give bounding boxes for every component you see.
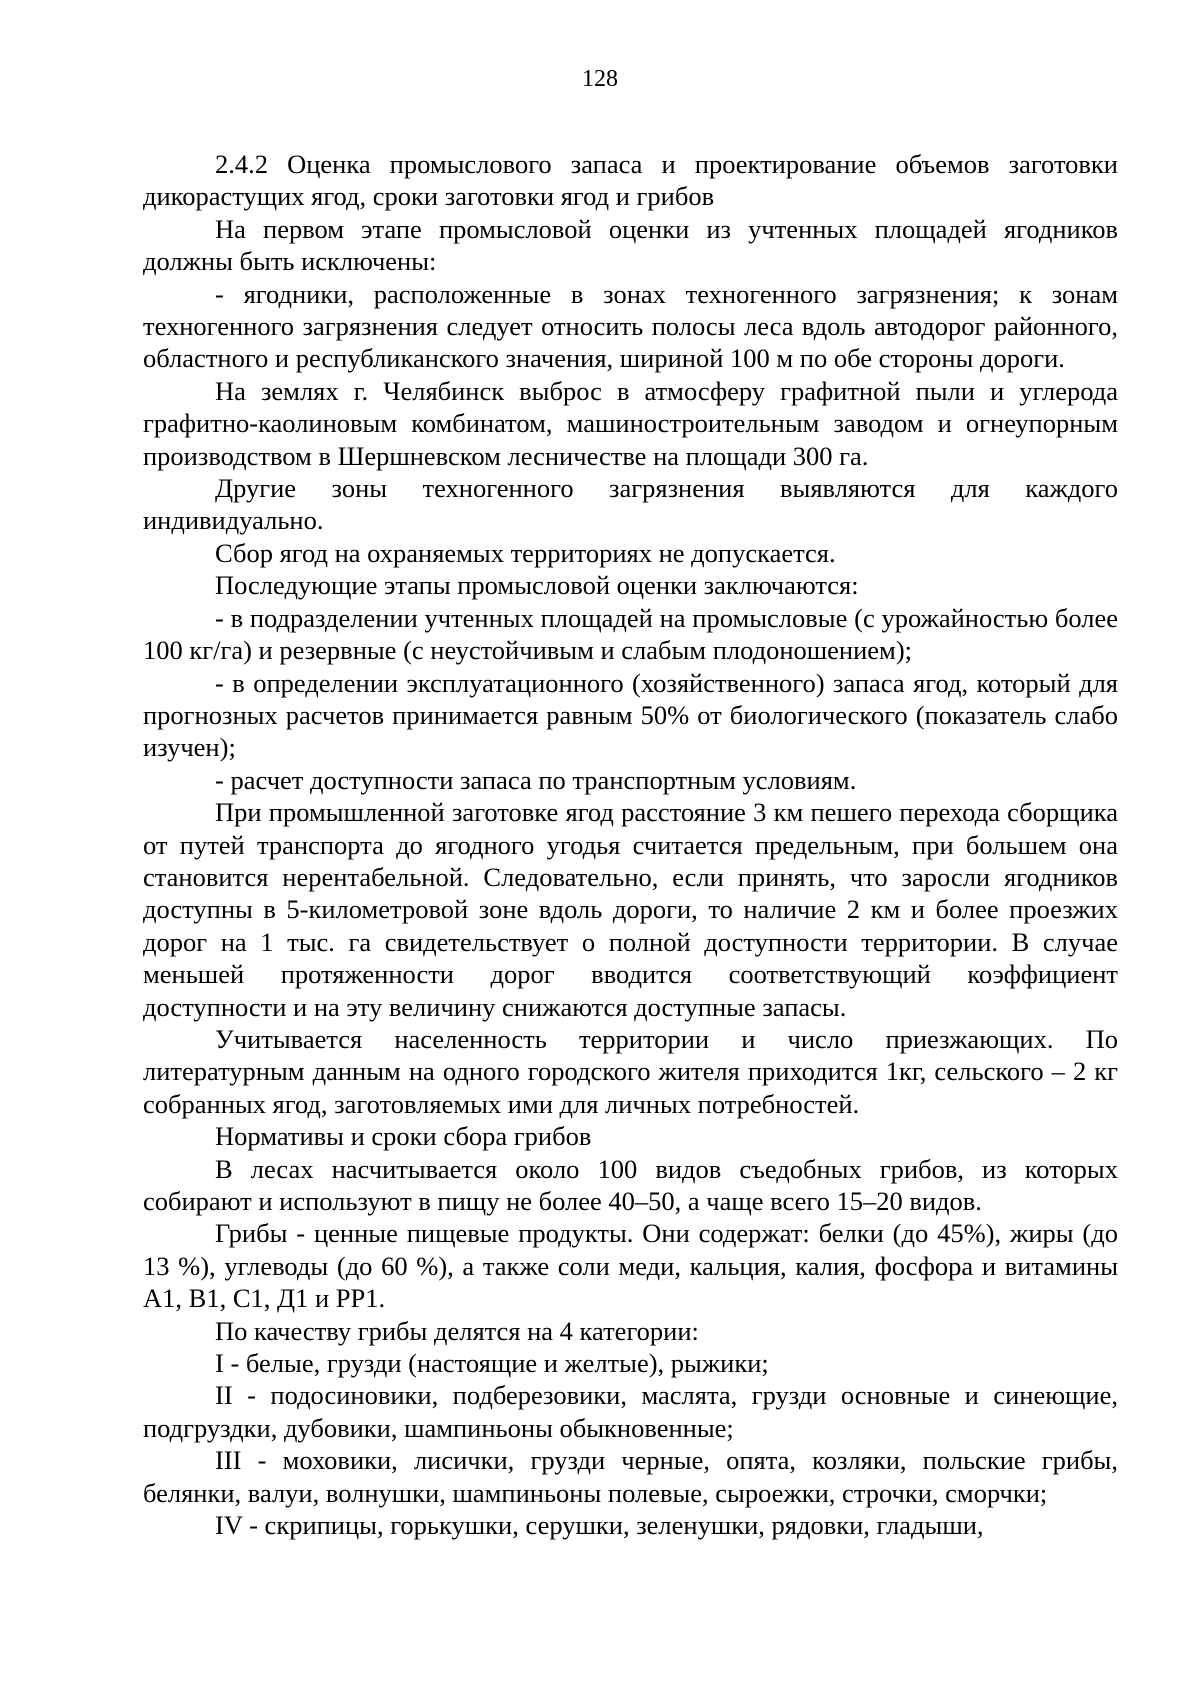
section-heading: 2.4.2 Оценка промыслового запаса и проектирование объемов заготовки дикорастущих ягод, сроки заготовки ягод и грибов (143, 149, 1118, 212)
paragraph: Грибы - ценные пищевые продукты. Они содержат: белки (до 45%), жиры (до 13 %), углеводы (до 60 %), а также соли меди, кальция, калия, фосфора и витамины А1, В1, С1, Д1 и РР1. (143, 1218, 1118, 1314)
list-item: - в определении эксплуатационного (хозяйственного) запаса ягод, который для прогнозных расчетов принимается равным 50% от биологического (показатель слабо изучен); (143, 667, 1118, 763)
paragraph: Учитывается населенность территории и число приезжающих. По литературным данным на одного городского жителя приходится 1кг, сельского – 2 кг собранных ягод, заготовляемых ими для личных потребностей. (143, 1023, 1118, 1119)
list-item: - расчет доступности запаса по транспортным условиям. (215, 764, 857, 795)
document-body (143, 148, 1118, 1541)
subsection-heading: Нормативы и сроки сбора грибов (215, 1121, 592, 1152)
page-number: 128 (582, 66, 618, 92)
paragraph: На землях г. Челябинск выброс в атмосферу графитной пыли и углерода графитно-каолиновым комбинатом, машиностроительным заводом и огнеупорным производством в Шершневском лесничестве на площади 300 га. (143, 375, 1118, 471)
paragraph: Другие зоны техногенного загрязнения выявляются для каждого индивидуально. (143, 473, 1118, 536)
list-item: - в подразделении учтенных площадей на промысловые (с урожайностью более 100 кг/га) и резервные (с неустойчивым и слабым плодоношением); (143, 602, 1118, 666)
category-item: I - белые, грузди (настоящие и желтые), рыжики; (215, 1348, 769, 1379)
list-item: - ягодники, расположенные в зонах техногенного загрязнения; к зонам техногенного загрязнения следует относить полосы леса вдоль автодорог районного, областного и республиканского значения, шириной 100 м по обе стороны дороги. (143, 278, 1118, 374)
paragraph: При промышленной заготовке ягод расстояние 3 км пешего перехода сборщика от путей транспорта до ягодного угодья считается предельным, при большем она становится нерентабельной. Следовательно, если принять, что заросли ягодников доступны в 5-километровой зоне вдоль дороги, то наличие 2 км и более проезжих дорог на 1 тыс. га свидетельствует о полной доступности территории. В случае меньшей протяженности дорог вводится соответствующий коэффициент доступности и на эту величину снижаются доступные запасы. (143, 797, 1118, 1022)
paragraph: В лесах насчитывается около 100 видов съедобных грибов, из которых собирают и используют в пищу не более 40–50, а чаще всего 15–20 видов. (143, 1153, 1118, 1216)
paragraph: На первом этапе промысловой оценки из учтенных площадей ягодников должны быть исключены: (143, 213, 1118, 277)
paragraph: Последующие этапы промысловой оценки заключаются: (215, 570, 859, 601)
category-item: III - моховики, лисички, грузди черные, опята, козляки, польские грибы, белянки, валуи, волнушки, шампиньоны полевые, сыроежки, строчки, сморчки; (143, 1445, 1118, 1508)
category-item: IV - скрипицы, горькушки, серушки, зеленушки, рядовки, гладыши, (215, 1510, 984, 1541)
paragraph: Сбор ягод на охраняемых территориях не допускается. (215, 537, 836, 568)
paragraph: По качеству грибы делятся на 4 категории: (215, 1315, 699, 1346)
category-item: II - подосиновики, подберезовики, маслята, грузди основные и синеющие, подгруздки, дубовики, шампиньоны обыкновенные; (143, 1380, 1118, 1443)
